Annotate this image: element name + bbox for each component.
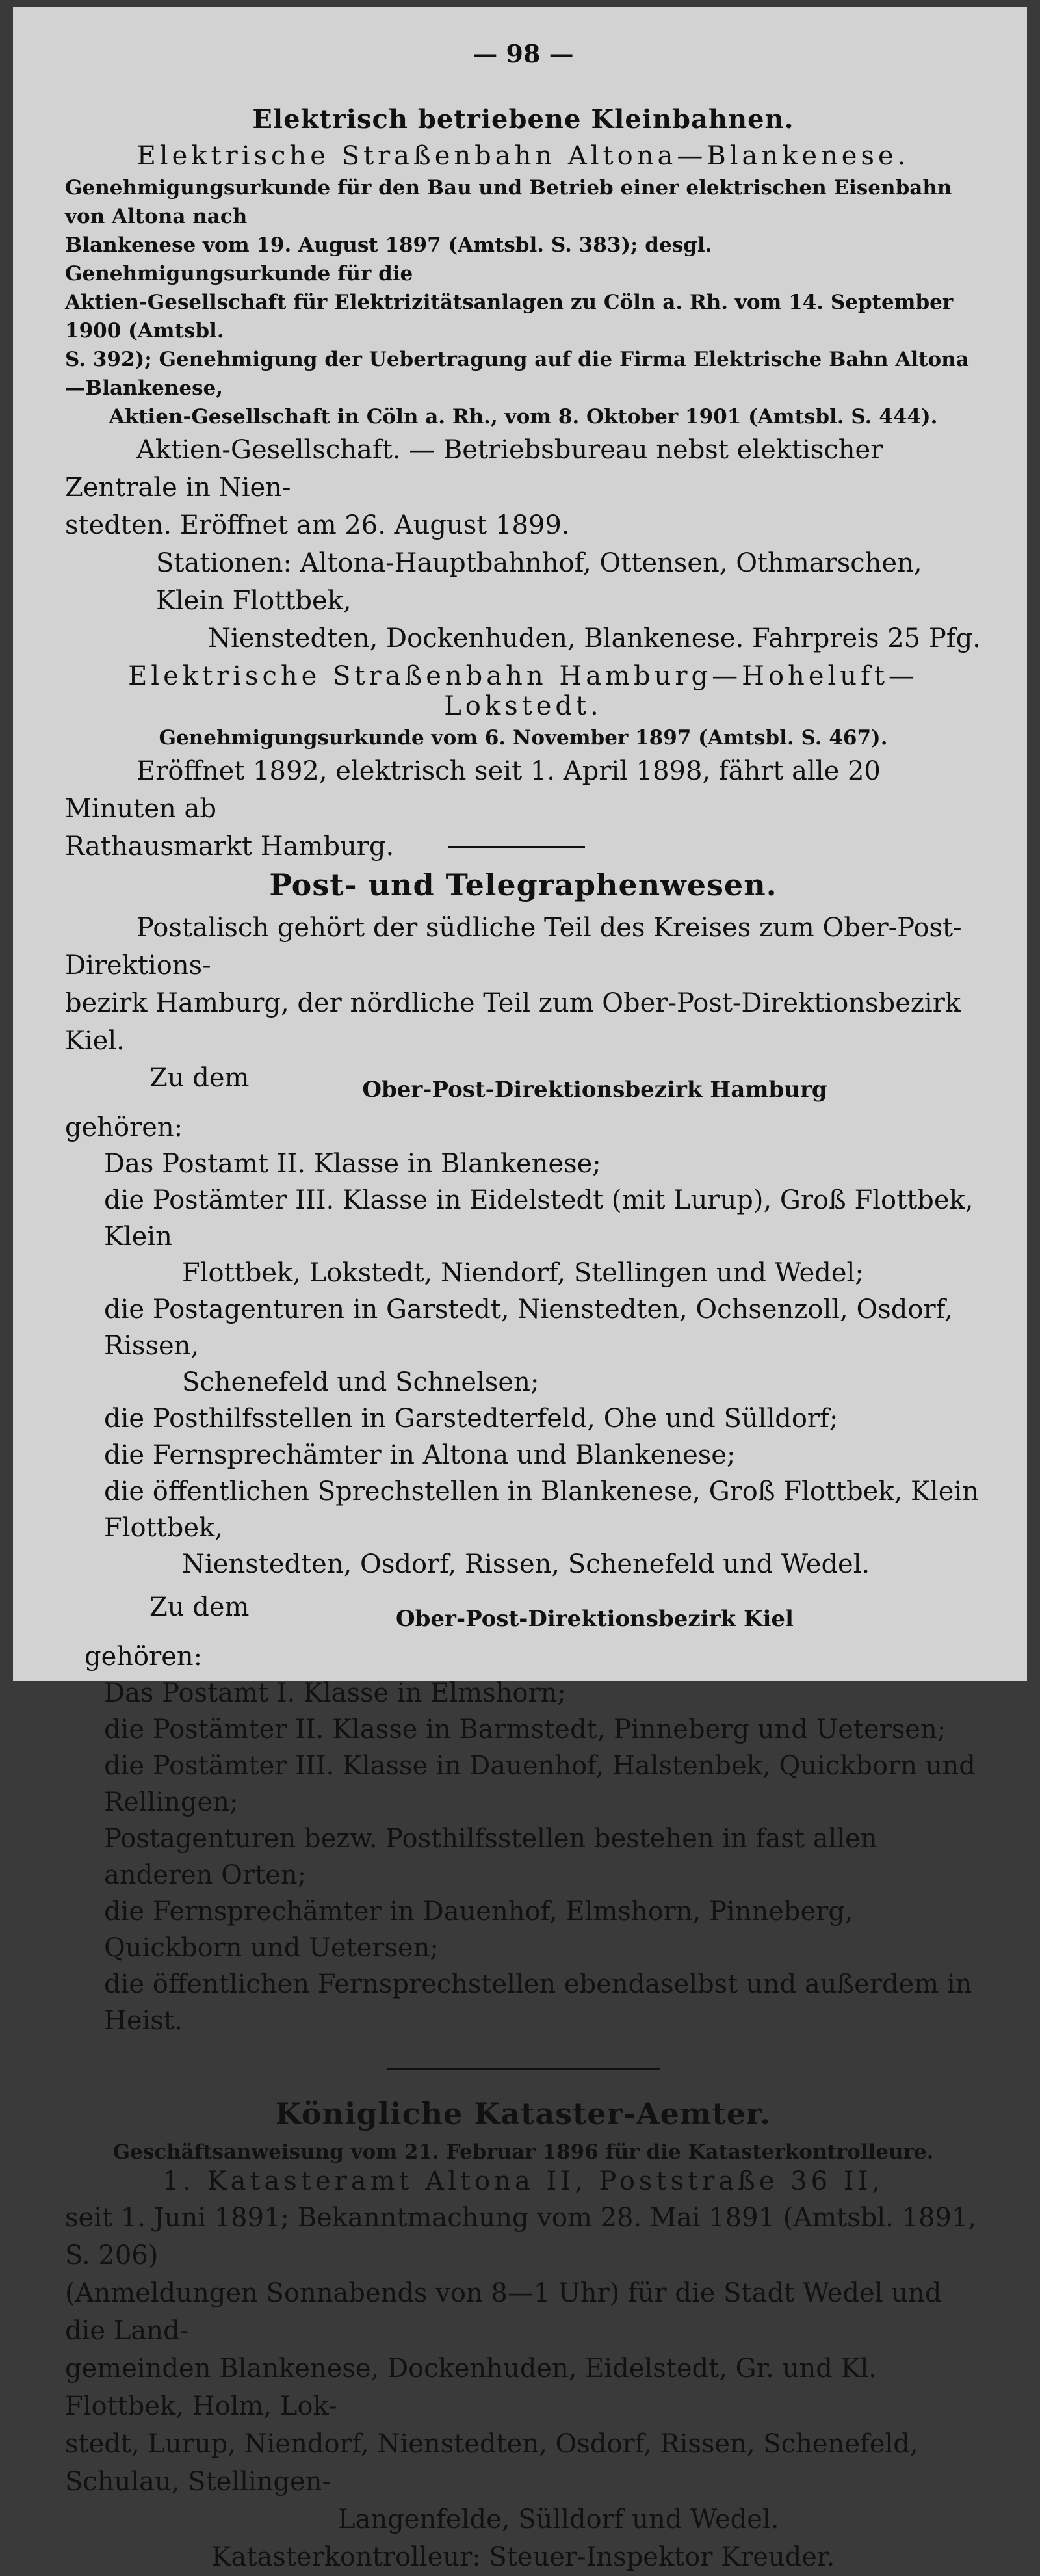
hamburg-item-cont: Nienstedten, Osdorf, Rissen, Schenefeld und Wedel. — [182, 1549, 870, 1579]
kiel-zu-dem: Zu dem — [150, 1592, 250, 1622]
kataster-body-2: (Anmeldungen Sonnabends von 8—1 Uhr) für die Stadt Wedel und die Land- — [65, 2278, 942, 2346]
kataster-body-5: Langenfelde, Sülldorf und Wedel. — [338, 2504, 779, 2534]
kiel-gehoeren: gehören: — [84, 1642, 203, 1672]
line1-stations-1: Stationen: Altona-Hauptbahnhof, Ottensen, Othmarschen, Klein Flottbek, — [156, 548, 922, 616]
line1-note-1: Genehmigungsurkunde für den Bau und Betrieb einer elektrischen Eisenbahn von Altona nach — [65, 176, 952, 228]
line1-stations-2: Nienstedten, Dockenhuden, Blankenese. Fahrpreis 25 Pfg. — [208, 624, 981, 653]
line1-title: Elektrische Straßenbahn Altona—Blankenese. — [136, 141, 910, 171]
hamburg-item: die Fernsprechämter in Altona und Blankenese; — [104, 1440, 736, 1470]
kataster-body-4: stedt, Lurup, Niendorf, Nienstedten, Osdorf, Rissen, Schenefeld, Schulau, Stellingen- — [65, 2429, 918, 2497]
line2-body-2: Rathausmarkt Hamburg. — [65, 832, 395, 861]
hamburg-zu-dem: Zu dem — [150, 1063, 250, 1093]
kiel-item: Das Postamt I. Klasse in Elmshorn; — [104, 1678, 566, 1708]
page-number: — 98 — — [473, 39, 574, 68]
section-title-kataster: Königliche Kataster-Aemter. — [275, 2096, 772, 2131]
hamburg-item: die Posthilfsstellen in Garstedterfeld, Ohe und Sülldorf; — [104, 1404, 838, 1434]
hamburg-item: die öffentlichen Sprechstellen in Blankenese, Groß Flottbek, Klein Flottbek, — [104, 1477, 979, 1543]
line1-note-2: Blankenese vom 19. August 1897 (Amtsbl. S. 383); desgl. Genehmigungsurkunde für die — [65, 233, 712, 285]
kataster-office-title: 1. Katasteramt Altona II, Poststraße 36 II, — [162, 2166, 885, 2196]
line1-body-1: Aktien-Gesellschaft. — Betriebsbureau nebst elektischer Zentrale in Nien- — [65, 435, 883, 503]
line2-body-1: Eröffnet 1892, elektrisch seit 1. April 1898, fährt alle 20 Minuten ab — [65, 756, 881, 824]
hamburg-item: die Postämter III. Klasse in Eidelstedt (mit Lurup), Groß Flottbek, Klein — [104, 1185, 974, 1252]
hamburg-gehoeren: gehören: — [65, 1112, 183, 1142]
kataster-controller: Katasterkontrolleur: Steuer-Inspektor Kreuder. — [211, 2542, 835, 2572]
hamburg-item-cont: Flottbek, Lokstedt, Niendorf, Stellingen und Wedel; — [182, 1258, 864, 1288]
hamburg-item-cont: Schenefeld und Schnelsen; — [182, 1367, 540, 1397]
line1-note-3: Aktien-Gesellschaft für Elektrizitätsanlagen zu Cöln a. Rh. vom 14. September 1900 (Amtsbl. — [65, 291, 954, 343]
kataster-body-3: gemeinden Blankenese, Dockenhuden, Eidelstedt, Gr. und Kl. Flottbek, Holm, Lok- — [65, 2354, 877, 2421]
kiel-item: die Fernsprechämter in Dauenhof, Elmshorn, Pinneberg, Quickborn und Uetersen; — [104, 1897, 853, 1963]
kiel-item: die Postämter III. Klasse in Dauenhof, Halstenbek, Quickborn und Rellingen; — [104, 1751, 976, 1817]
post-intro-1: Postalisch gehört der südliche Teil des Kreises zum Ober-Post-Direktions- — [65, 913, 962, 980]
hamburg-item: Das Postamt II. Klasse in Blankenese; — [104, 1149, 601, 1179]
kataster-body-1: seit 1. Juni 1891; Bekanntmachung vom 28. Mai 1891 (Amtsbl. 1891, S. 206) — [65, 2203, 977, 2270]
line2-note: Genehmigungsurkunde vom 6. November 1897 (Amtsbl. S. 467). — [159, 726, 888, 750]
kiel-district-title: Ober-Post-Direktionsbezirk Kiel — [396, 1606, 794, 1632]
line2-title: Elektrische Straßenbahn Hamburg—Hoheluft—Lokstedt. — [128, 661, 918, 721]
hamburg-item: die Postagenturen in Garstedt, Nienstedten, Ochsenzoll, Osdorf, Rissen, — [104, 1295, 953, 1361]
line1-body-2: stedten. Eröffnet am 26. August 1899. — [65, 510, 570, 540]
line1-note-5: Aktien-Gesellschaft in Cöln a. Rh., vom 8. Oktober 1901 (Amtsbl. S. 444). — [109, 405, 938, 428]
kiel-item: die Postämter II. Klasse in Barmstedt, Pinneberg und Uetersen; — [104, 1715, 946, 1744]
section-title-kleinbahnen: Elektrisch betriebene Kleinbahnen. — [252, 104, 794, 135]
post-intro-2: bezirk Hamburg, der nördliche Teil zum Ober-Post-Direktionsbezirk Kiel. — [65, 988, 961, 1056]
line1-note-4: S. 392); Genehmigung der Uebertragung auf die Firma Elektrische Bahn Altona—Blankenese, — [65, 348, 969, 400]
separator-rule — [387, 2068, 660, 2070]
document-page — [13, 7, 1027, 2572]
kiel-item: Postagenturen bezw. Posthilfsstellen bestehen in fast allen anderen Orten; — [104, 1824, 878, 1890]
hamburg-district-title: Ober-Post-Direktionsbezirk Hamburg — [362, 1077, 827, 1103]
section-title-post: Post- und Telegraphenwesen. — [269, 867, 777, 902]
kiel-item: die öffentlichen Fernsprechstellen ebendaselbst und außerdem in Heist. — [104, 1969, 972, 2036]
kataster-note: Geschäftsanweisung vom 21. Februar 1896 für die Katasterkontrolleure. — [112, 2140, 934, 2164]
separator-rule — [448, 846, 585, 848]
